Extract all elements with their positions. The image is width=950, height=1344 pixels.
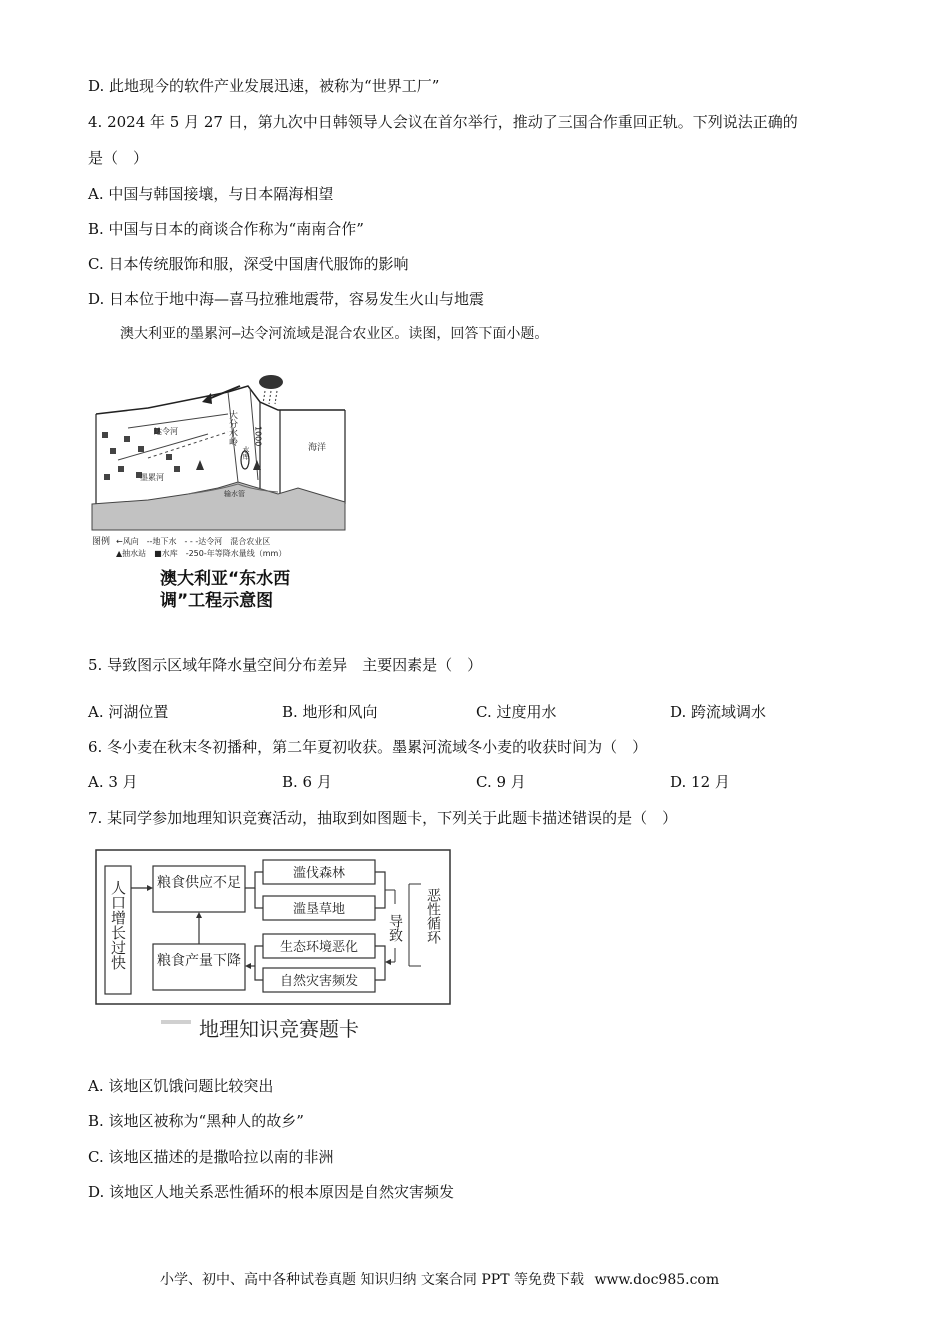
q5-stem: 5. 导致图示区域年降水量空间分布差异 主要因素是（ ） [88, 656, 483, 674]
tunnel-label: 输水管 [224, 490, 245, 498]
population-box-text: 人口增长过快 [109, 880, 127, 970]
map-figure [88, 362, 358, 612]
eco-degradation-text: 生态环境恶化 [279, 940, 359, 955]
q7-option-c: C. 该地区描述的是撒哈拉以南的非洲 [88, 1148, 334, 1166]
overgrazing-text: 滥垦草地 [292, 902, 346, 917]
q5-option-b: B. 地形和风向 [282, 703, 378, 721]
q7-option-b: B. 该地区被称为“黑种人的故乡” [88, 1112, 304, 1130]
reservoir-label: 水库 [242, 446, 250, 460]
deforestation-text: 滥伐森林 [292, 866, 346, 881]
quiz-card-figure [95, 848, 455, 1048]
map-caption-line-1: 澳大利亚“东水西 [160, 569, 291, 589]
legend-row-2: ▲抽水站 ■水库 -250-年等降水量线（mm） [116, 549, 287, 558]
q4-option-b: B. 中国与日本的商谈合作称为“南南合作” [88, 220, 364, 238]
q5-option-c: C. 过度用水 [476, 703, 557, 721]
q6-stem: 6. 冬小麦在秋末冬初播种，第二年夏初收获。墨累河流域冬小麦的收获时间为（ ） [88, 738, 648, 756]
supply-box-text: 粮食供应不足 [157, 875, 241, 891]
q4-stem-cont: 是（ ） [88, 149, 149, 167]
q4-stem: 4. 2024 年 5 月 27 日，第九次中日韩领导人会议在首尔举行，推动了三国合作重回正轨。下列说法正确的 [88, 113, 798, 131]
contour-label: 1000 [253, 426, 263, 447]
footer-site-link[interactable]: www.doc985.com [594, 1272, 720, 1288]
q6-option-a: A. 3 月 [88, 773, 138, 791]
q5-option-d: D. 跨流域调水 [670, 703, 767, 721]
q6-option-d: D. 12 月 [670, 773, 730, 791]
q7-option-a: A. 该地区饥饿问题比较突出 [88, 1077, 274, 1095]
cycle-label: 恶性循环 [425, 888, 441, 944]
legend-row-1: ←风向 --地下水 - - -达令河 混合农业区 [116, 537, 271, 546]
q4-option-d: D. 日本位于地中海—喜马拉雅地震带，容易发生火山与地震 [88, 290, 485, 308]
yield-box-text: 粮食产量下降 [157, 953, 241, 969]
material-intro: 澳大利亚的墨累河—达令河流域是混合农业区。读图，回答下面小题。 [120, 326, 549, 342]
q4-option-c: C. 日本传统服饰和服，深受中国唐代服饰的影响 [88, 255, 409, 273]
map-caption-line-2: 调”工程示意图 [160, 591, 274, 611]
q3-option-d: D. 此地现今的软件产业发展迅速，被称为“世界工厂” [88, 77, 440, 95]
page-footer [160, 1270, 725, 1290]
q6-option-b: B. 6 月 [282, 773, 332, 791]
q5-option-a: A. 河湖位置 [88, 703, 169, 721]
ocean-label: 海洋 [308, 443, 327, 453]
q4-option-a: A. 中国与韩国接壤，与日本隔海相望 [88, 185, 334, 203]
footer-text: 小学、初中、高中各种试卷真题 知识归纳 文案合同 PPT 等免费下载 [160, 1272, 584, 1288]
disaster-text: 自然灾害频发 [279, 974, 359, 989]
murray-label: 墨累河 [140, 473, 164, 482]
card-caption: 地理知识竞赛题卡 [199, 1017, 359, 1041]
q7-stem: 7. 某同学参加地理知识竞赛活动，抽取到如图题卡，下列关于此题卡描述错误的是（ ） [88, 809, 678, 827]
darling-label: 达令河 [154, 427, 178, 436]
cloud-icon [259, 375, 283, 389]
lead-label: 导致 [387, 914, 403, 942]
legend-title: 图例 [92, 537, 111, 547]
q6-option-c: C. 9 月 [476, 773, 526, 791]
divide-label: 大分水岭 [227, 410, 237, 446]
q7-option-d: D. 该地区人地关系恶性循环的根本原因是自然灾害频发 [88, 1183, 455, 1201]
